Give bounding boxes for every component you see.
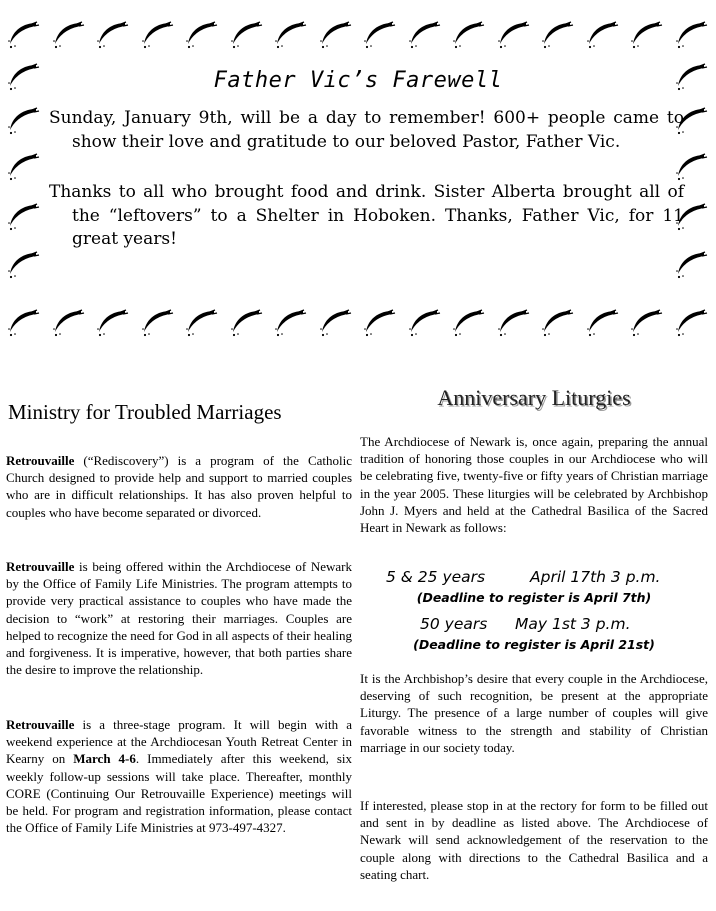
swoosh-ornament-icon: [674, 250, 708, 280]
swoosh-ornament-icon: [229, 20, 263, 50]
swoosh-ornament-icon: [6, 308, 40, 338]
schedule-item: [360, 615, 708, 655]
swoosh-ornament-icon: [6, 152, 40, 182]
schedule-date-time: April 17th 3 p.m.: [530, 568, 661, 586]
ministry-p2-text: is being offered within the Archdiocese of Newark by the Office of Family Life Ministries. The program attempts to provide very practical assistance to couples who have made the decision to “work” at restoring their marriages. Couples are helped to recognize the need for God in all aspects of their healing and forgiveness. It is imperative, however, that both parties share the desire to improve the relationship.: [6, 559, 352, 678]
swoosh-ornament-icon: [451, 20, 485, 50]
ministry-paragraph-2: [6, 558, 352, 678]
swoosh-ornament-icon: [362, 308, 396, 338]
swoosh-ornament-icon: [496, 308, 530, 338]
swoosh-ornament-icon: [451, 308, 485, 338]
swoosh-ornament-icon: [6, 106, 40, 136]
swoosh-ornament-icon: [585, 20, 619, 50]
schedule-years: 50 years: [420, 615, 488, 633]
swoosh-ornament-icon: [95, 308, 129, 338]
swoosh-ornament-icon: [140, 20, 174, 50]
ministry-p1-text: (“Rediscovery”) is a program of the Catholic Church designed to provide help and support to married couples who are in difficult relationships. It has also proven helpful to couples who have become separated or divorced.: [6, 453, 352, 520]
anniversary-paragraph-1: The Archdiocese of Newark is, once again, preparing the annual tradition of honoring those couples in our Archdiocese who will be celebrating five, twenty-five or fifty years of Christian marriage in the year 2005. These liturgies will be celebrated by Archbishop John J. Myers and held at the Cathedral Basilica of the Sacred Heart in Newark as follows:: [360, 434, 708, 536]
anniversary-paragraph-3: If interested, please stop in at the rectory for form to be filled out and sent in by deadline as listed above. The Archdiocese of Newark will send acknowledgement of the reservation to the couple along with directions to the Cathedral Basilica and a seating chart.: [360, 798, 708, 882]
swoosh-ornament-icon: [362, 20, 396, 50]
ministry-p3-text-a: is a three-stage program. It will begin with a weekend experience at the Archdiocesan Youth Retreat Center in Kearny on: [6, 717, 352, 767]
program-name: Retrouvaille: [6, 559, 75, 574]
retreat-dates: March 4-6: [73, 751, 136, 767]
farewell-title: Father Vic’s Farewell: [213, 68, 503, 93]
swoosh-ornament-icon: [540, 20, 574, 50]
swoosh-ornament-icon: [229, 308, 263, 338]
anniversary-heading: Anniversary Liturgies: [437, 385, 631, 410]
swoosh-ornament-icon: [407, 308, 441, 338]
ministry-p3-text-b: . Immediately after this weekend, six weekly follow-up sessions will take place. Thereafter, monthly CORE (Continuing Our Retrouvaille Experience) meetings will be held. For program and registration information, please contact the Office of Family Life Ministries at 973-497-4327.: [6, 751, 352, 836]
swoosh-ornament-icon: [51, 20, 85, 50]
schedule-date-time: May 1st 3 p.m.: [515, 615, 631, 633]
farewell-paragraph-1: Sunday, January 9th, will be a day to remember! 600+ people came to show their love and gratitude to our beloved Pastor, Father Vic.: [49, 108, 684, 152]
ministry-paragraph-3: [6, 716, 352, 836]
swoosh-ornament-icon: [6, 202, 40, 232]
schedule-years: 5 & 25 years: [386, 568, 486, 586]
swoosh-ornament-icon: [407, 20, 441, 50]
swoosh-ornament-icon: [51, 308, 85, 338]
swoosh-ornament-icon: [318, 20, 352, 50]
schedule-item: [360, 568, 708, 608]
swoosh-ornament-icon: [6, 250, 40, 280]
schedule-deadline: (Deadline to register is April 7th): [416, 590, 652, 605]
swoosh-ornament-icon: [674, 308, 708, 338]
swoosh-ornament-icon: [184, 20, 218, 50]
swoosh-ornament-icon: [674, 152, 708, 182]
schedule-deadline: (Deadline to register is April 21st): [413, 637, 655, 652]
swoosh-ornament-icon: [273, 308, 307, 338]
ministry-heading: Ministry for Troubled Marriages: [8, 400, 282, 424]
swoosh-ornament-icon: [629, 308, 663, 338]
swoosh-ornament-icon: [540, 308, 574, 338]
swoosh-ornament-icon: [318, 308, 352, 338]
swoosh-ornament-icon: [585, 308, 619, 338]
anniversary-paragraph-2: It is the Archbishop’s desire that every couple in the Archdiocese, deserving of such recognition, be present at the appropriate Liturgy. The presence of a large number of couples will give favorable witness to the strength and stability of Christian marriage in our society today.: [360, 671, 708, 755]
swoosh-ornament-icon: [273, 20, 307, 50]
swoosh-ornament-icon: [629, 20, 663, 50]
swoosh-ornament-icon: [6, 20, 40, 50]
swoosh-ornament-icon: [140, 308, 174, 338]
swoosh-ornament-icon: [674, 20, 708, 50]
ministry-paragraph-1: [6, 452, 352, 521]
program-name: Retrouvaille: [6, 717, 75, 732]
swoosh-ornament-icon: [496, 20, 530, 50]
farewell-paragraph-2: Thanks to all who brought food and drink. Sister Alberta brought all of the “leftovers” to a Shelter in Hoboken. Thanks, Father Vic, for 11 great years!: [49, 182, 684, 249]
swoosh-ornament-icon: [95, 20, 129, 50]
swoosh-ornament-icon: [184, 308, 218, 338]
program-name: Retrouvaille: [6, 453, 75, 468]
